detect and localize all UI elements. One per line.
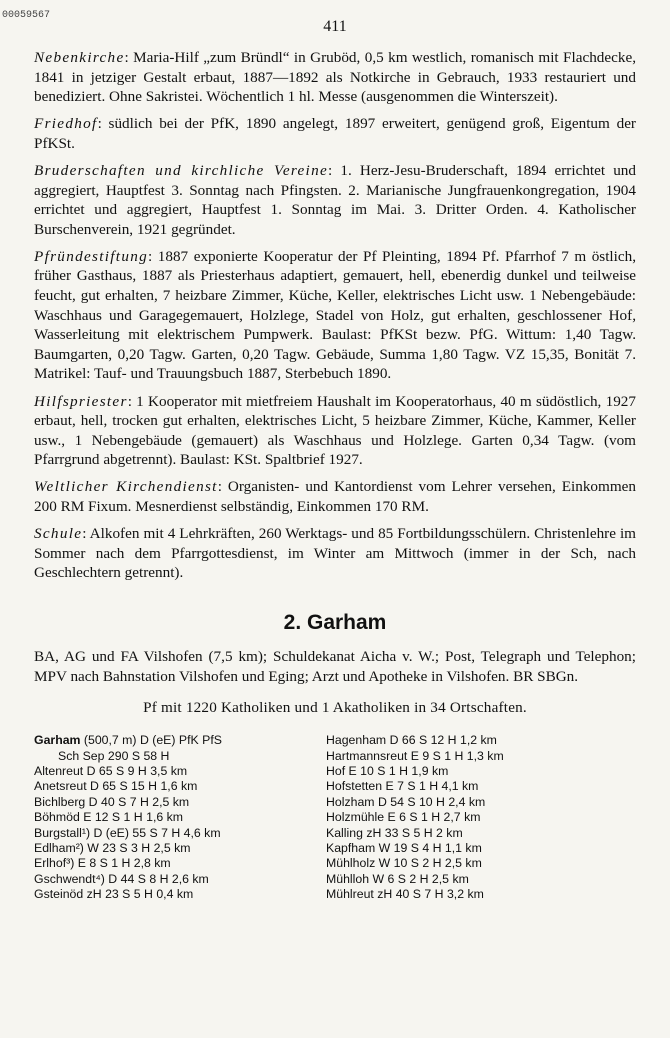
- place-entry: Mühlreut zH 40 S 7 H 3,2 km: [326, 887, 484, 902]
- scan-id: 00059567: [2, 10, 51, 21]
- paragraph-text: : 1887 exponierte Kooperatur der Pf Pleinting, 1894 Pf. Pfarrhof 7 m östlich, früher Gasthaus, 1887 als Priesterhaus adaptiert, gemauert, hell, ebenerdig dunkel und teilweise feucht, gut erhalten, 7 heizbare Zimmer, Küche, Keller, elektrisches Licht usw. 1 Nebengebäude: Waschhaus und Garagegemauert, Holzlege, Stadel von Holz, gut erhalten, geschlossener Hof, Wasserleitung mit elektrischem Pumpwerk. Baulast: PfKSt bezw. PfG. Wittum: 1,40 Tagw. Baumgarten, 0,20 Tagw. Garten, 0,20 Tagw. Gebäude, Summa 1,80 Tagw. VZ 15,35, Bonität 7. Matrikel: Tauf- und Trauungsbuch 1887, Sterbebuch 1890.: [34, 247, 636, 383]
- page-body: [34, 48, 636, 903]
- places-column-left: [34, 733, 326, 902]
- paragraph-text: : Organisten- und Kantordienst vom Lehrer versehen, Einkommen 200 RM Fixum. Mesnerdienst selbständig, Einkommen 170 RM.: [34, 478, 636, 515]
- paragraph-text: : Alkofen mit 4 Lehrkräften, 260 Werktags- und 85 Fortbildungsschülern. Christenlehre im Sommer nach dem Pfarrgottesdienst, im Winter am Mittwoch (immer in der Sch, nach Geschlechtern getrennt).: [34, 525, 636, 582]
- paragraph-pfruendestiftung: [34, 247, 636, 384]
- place-entry: Böhmöd E 12 S 1 H 1,6 km: [34, 810, 184, 825]
- place-entry: Kapfham W 19 S 4 H 1,1 km: [326, 841, 482, 856]
- place-entry: Hof E 10 S 1 H 1,9 km: [326, 764, 449, 779]
- paragraph-heading: Hilfspriester: [34, 392, 128, 410]
- places-column-right: [326, 733, 636, 902]
- paragraph-schule: [34, 524, 636, 583]
- place-entry: Hagenham D 66 S 12 H 1,2 km: [326, 733, 497, 748]
- place-name: Garham: [34, 733, 81, 748]
- place-entry: Burgstall¹) D (eE) 55 S 7 H 4,6 km: [34, 825, 221, 840]
- paragraph-text: : 1. Herz-Jesu-Bruderschaft, 1894 errichtet und aggregiert, Hauptfest 3. Sonntag nach Pfingsten. 2. Marianische Jungfrauenkongregation, 1904 errichtet und aggregiert, Hauptfest 1. Sonntag im Mai. 3. Dritter Orden. 4. Katholischer Burschenverein, 1921 gegründet.: [34, 161, 636, 238]
- place-entry-continued: Sch Sep 290 S 58 H: [58, 748, 170, 763]
- paragraph-bruderschaften: [34, 161, 636, 239]
- place-entry: Erlhof³) E 8 S 1 H 2,8 km: [34, 856, 171, 871]
- place-entry: Anetsreut D 65 S 15 H 1,6 km: [34, 779, 198, 794]
- paragraph-text: : Maria-Hilf „zum Bründl“ in Gruböd, 0,5 km westlich, romanisch mit Flachdecke, 1841 in jetziger Gestalt erbaut, 1887—1892 als Notkirche in Gebrauch, 1933 restauriert und benediziert. Ohne Sakristei. Wöchentlich 1 hl. Messe (ausgenommen die Winterszeit).: [34, 49, 636, 106]
- parish-summary: Pf mit 1220 Katholiken und 1 Akatholiken in 34 Ortschaften.: [143, 698, 527, 716]
- place-entry: Hartmannsreut E 9 S 1 H 1,3 km: [326, 748, 504, 763]
- place-entry: Holzmühle E 6 S 1 H 2,7 km: [326, 810, 481, 825]
- place-entry: Bichlberg D 40 S 7 H 2,5 km: [34, 794, 190, 809]
- place-entry: Altenreut D 65 S 9 H 3,5 km: [34, 764, 188, 779]
- place-entry: Gsteinöd zH 23 S 5 H 0,4 km: [34, 887, 194, 902]
- paragraph-heading: Nebenkirche: [34, 49, 125, 66]
- paragraph-heading: Pfründestiftung: [34, 247, 148, 265]
- place-entry: Holzham D 54 S 10 H 2,4 km: [326, 794, 486, 809]
- section-title: 2. Garham: [283, 610, 387, 634]
- place-entry: Hofstetten E 7 S 1 H 4,1 km: [326, 779, 479, 794]
- paragraph-heading: Weltlicher Kirchendienst: [34, 478, 218, 496]
- place-details: (500,7 m) D (eE) PfK PfS: [80, 733, 222, 748]
- paragraph-text: : südlich bei der PfK, 1890 angelegt, 1897 erweitert, genügend groß, Eigentum der PfKSt.: [34, 115, 636, 152]
- paragraph-hilfspriester: [34, 392, 636, 470]
- paragraph-friedhof: [34, 114, 636, 153]
- place-entry: Kalling zH 33 S 5 H 2 km: [326, 825, 463, 840]
- place-entry: Edlham²) W 23 S 3 H 2,5 km: [34, 841, 191, 856]
- places-list: [34, 733, 636, 902]
- place-entry: Mühlholz W 10 S 2 H 2,5 km: [326, 856, 482, 871]
- page-number: 411: [323, 18, 347, 35]
- place-entry: Gschwendt⁴) D 44 S 8 H 2,6 km: [34, 871, 209, 886]
- place-entry: Mühlloh W 6 S 2 H 2,5 km: [326, 871, 469, 886]
- paragraph-heading: Schule: [34, 525, 83, 543]
- paragraph-heading: Friedhof: [34, 115, 98, 133]
- paragraph-heading: Bruderschaften und kirchliche Vereine: [34, 161, 329, 179]
- paragraph-text: : 1 Kooperator mit mietfreiem Haushalt im Kooperatorhaus, 40 m südöstlich, 1927 erbaut, hell, trocken gut erhalten, elektrisches Licht, 5 heizbare Zimmer, Küche, Kammer, Keller usw., 1 Nebengebäude (gemauert) als Waschhaus und Holzlege. Garten 0,34 Tagw. (vom Pfarrgrund abgetrennt). Baulast: KSt. Spaltbrief 1927.: [34, 392, 636, 469]
- section-intro: BA, AG und FA Vilshofen (7,5 km); Schuldekanat Aicha v. W.; Post, Telegraph und Telephon; MPV nach Bahnstation Vilshofen und Eging; Arzt und Apotheke in Vilshofen. BR SBGn.: [34, 648, 636, 686]
- place-entry: [34, 733, 326, 748]
- paragraph-kirchendienst: [34, 477, 636, 516]
- paragraph-nebenkirche: [34, 48, 636, 107]
